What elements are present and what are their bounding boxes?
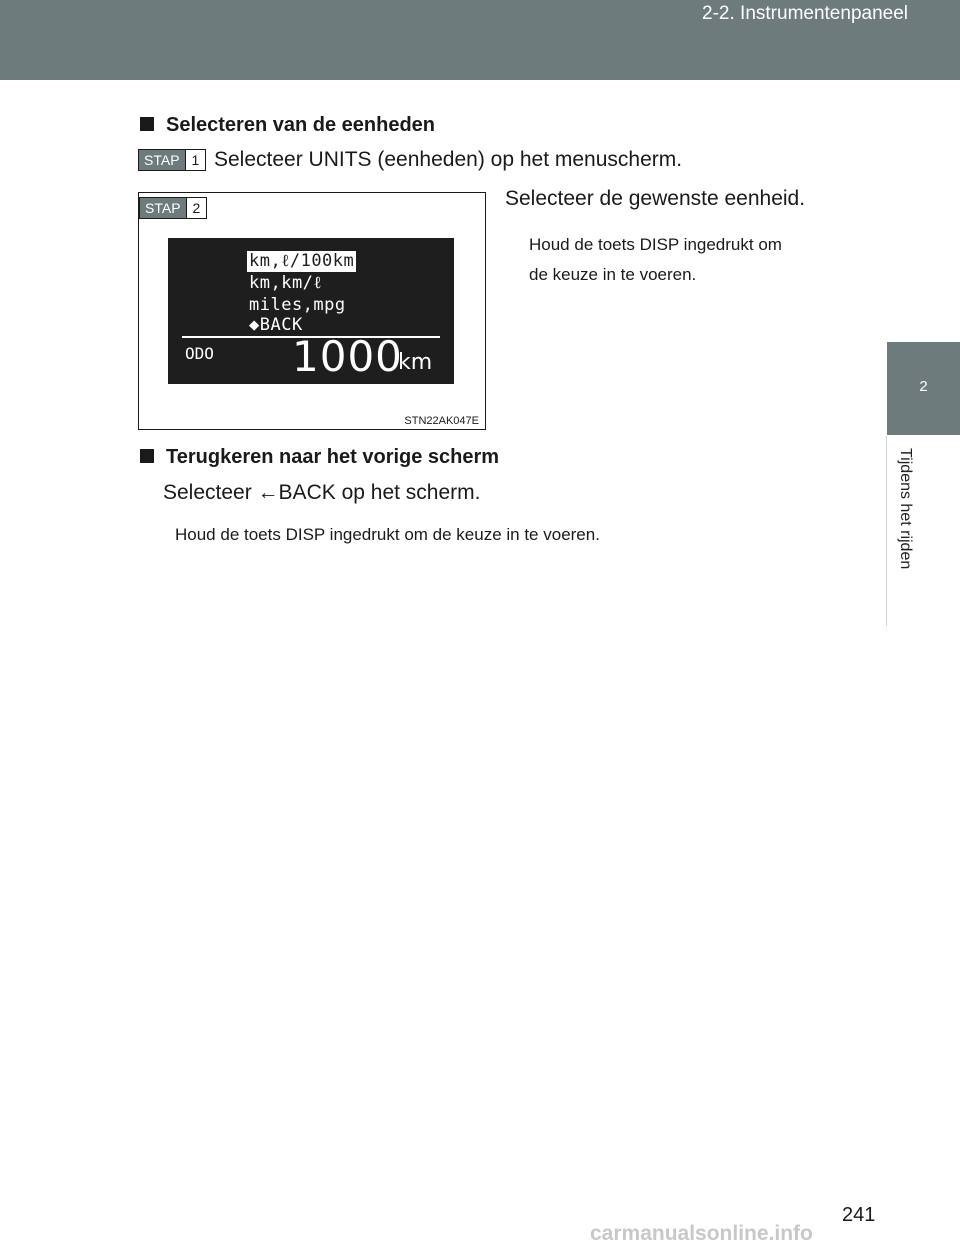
step-badge-label: STAP xyxy=(140,198,186,218)
section-heading-units xyxy=(140,114,435,137)
page-number: 241 xyxy=(842,1204,876,1226)
section2-text: Selecteer ←BACK op het scherm. xyxy=(163,481,481,504)
multi-info-display xyxy=(168,238,454,384)
step2-text: Selecteer de gewenste eenheid. xyxy=(505,187,806,210)
step2-note-line: de keuze in te voeren. xyxy=(529,265,697,284)
step2-note xyxy=(529,230,782,290)
chapter-tab xyxy=(887,342,960,435)
section-heading-back xyxy=(140,446,499,469)
section2-note: Houd de toets DISP ingedrukt om de keuze in te voeren. xyxy=(175,525,600,544)
menu-item-back: ◆BACK xyxy=(249,315,303,335)
step-badge-label: STAP xyxy=(139,150,185,170)
step-badge-number: 2 xyxy=(186,198,207,218)
menu-item-selected: km,ℓ/100km xyxy=(249,251,355,271)
watermark: carmanualsonline.info xyxy=(590,1222,813,1245)
menu-item: miles,mpg xyxy=(249,295,346,315)
chapter-number: 2 xyxy=(919,378,928,395)
square-bullet-icon xyxy=(140,449,154,463)
step1-text: Selecteer UNITS (eenheden) op het menuscherm. xyxy=(214,148,683,171)
square-bullet-icon xyxy=(140,117,154,131)
step-badge-number: 1 xyxy=(185,150,206,170)
menu-item: km,km/ℓ xyxy=(249,273,323,293)
display-illustration xyxy=(138,192,486,430)
page-header xyxy=(0,0,960,80)
figure-code: STN22AK047E xyxy=(404,415,479,427)
odo-label: ODO xyxy=(185,344,214,363)
header-title: 2-2. Instrumentenpaneel xyxy=(702,3,908,24)
section-heading-text: Selecteren van de eenheden xyxy=(166,114,436,136)
step2-note-line: Houd de toets DISP ingedrukt om xyxy=(529,235,782,254)
odo-value: 1000 xyxy=(292,332,403,381)
chapter-label: Tijdens het rijden xyxy=(897,448,914,570)
side-divider xyxy=(886,436,887,626)
step-badge-1 xyxy=(138,149,206,171)
odo-unit: km xyxy=(398,350,433,375)
step-badge-2 xyxy=(139,197,207,219)
section-heading-text: Terugkeren naar het vorige scherm xyxy=(166,446,500,468)
